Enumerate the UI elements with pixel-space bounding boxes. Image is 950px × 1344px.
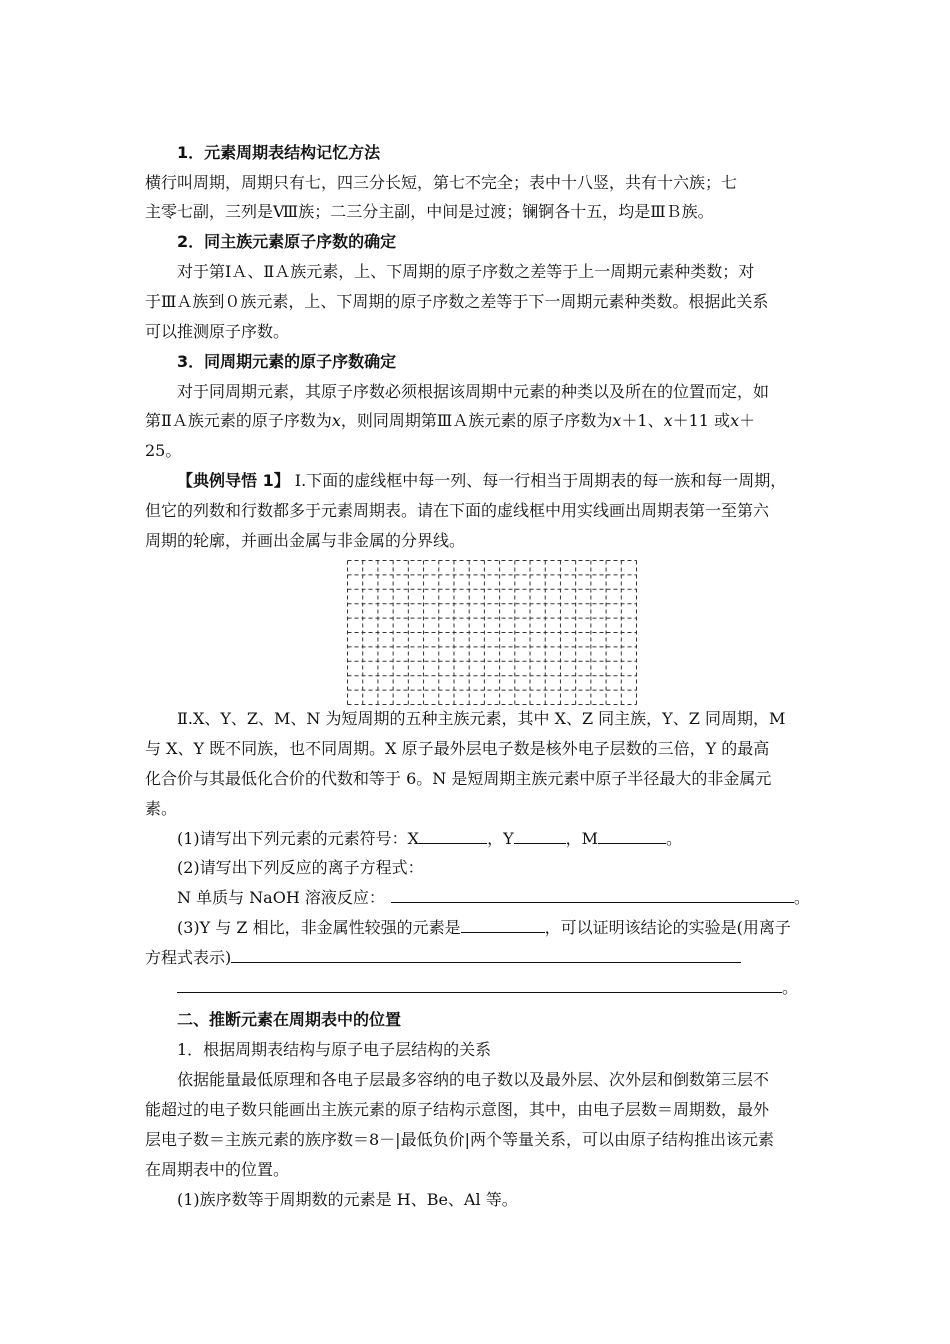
q1-text: ，Y (487, 829, 514, 848)
part2-line-1: Ⅱ.X、Y、Z、M、N 为短周期的五种主族元素，其中 X、Z 同主族，Y、Z 同周期，M (177, 709, 786, 728)
y-answer-blank[interactable] (514, 827, 566, 844)
example-tag: 【典例导悟 1】 (177, 471, 290, 490)
part2-line-2: 与 X、Y 既不同族，也不同周期。X 原子最外层电子数是核外电子层数的三倍，Y 的最高 (145, 739, 770, 758)
section-4-line-5: (1)族序数等于周期数的元素是 H、Be、Al 等。 (177, 1190, 518, 1209)
question-2: (2)请写出下列反应的离子方程式： (177, 858, 424, 877)
q2-end: 。 (793, 888, 810, 907)
var-x: x (612, 411, 622, 430)
q3-text: ，可以证明该结论的实验是(用离子 (544, 918, 791, 937)
q2-sub-text: N 单质与 NaOH 溶液反应： (177, 888, 385, 907)
q1-text: 。 (666, 829, 683, 848)
section-4-line-2: 能超过的电子数只能画出主族元素的原子结构示意图，其中，由电子层数＝周期数，最外 (145, 1100, 770, 1119)
section-1-heading: 1．元素周期表结构记忆方法 (177, 143, 381, 162)
example-line-3: 周期的轮廓，并画出金属与非金属的分界线。 (145, 531, 466, 550)
question-3-line-2 (145, 946, 741, 970)
section-2-heading: 2．同主族元素原子序数的确定 (177, 232, 397, 251)
q1-text: (1)请写出下列元素的元素符号：X (177, 829, 420, 848)
var-x: x (730, 411, 740, 430)
experiment-equation-blank-continued[interactable] (177, 976, 782, 993)
q3-text: 方程式表示) (145, 948, 232, 967)
expr-2: ＋11 或 (672, 411, 731, 430)
section-2-line-1: 对于第ⅠＡ、ⅡＡ族元素，上、下周期的原子序数之差等于上一周期元素种类数；对 (177, 262, 755, 281)
section-4-subheading: 1．根据周期表结构与原子电子层结构的关系 (177, 1040, 492, 1059)
example-line-2: 但它的列数和行数都多于元素周期表。请在下面的虚线框中用实线画出周期表第一至第六 (145, 501, 770, 520)
section-1-line-2: 主零七副，三列是Ⅷ族；二三分主副，中间是过渡；镧锕各十五，均是ⅢＢ族。 (145, 202, 714, 221)
expr-3: ＋ (739, 411, 756, 430)
m-answer-blank[interactable] (598, 827, 666, 844)
var-x: x (331, 411, 341, 430)
section-1-line-1: 横行叫周期，周期只有七，四三分长短，第七不完全；表中十八竖，共有十六族；七 (145, 173, 738, 192)
section-4-line-1: 依据能量最低原理和各电子层最多容纳的电子数以及最外层、次外层和倒数第三层不 (177, 1070, 770, 1089)
section-4-line-3: 层电子数＝主族元素的族序数＝8－|最低负价|两个等量关系，可以由原子结构推出该元素 (145, 1130, 774, 1149)
q1-text: ，M (565, 829, 599, 848)
section-2-line-2: 于ⅢＡ族到０族元素，上、下周期的原子序数之差等于下一周期元素种类数。根据此关系 (145, 292, 769, 311)
section-3-line-3: 25。 (145, 441, 182, 460)
question-3-line-3 (177, 976, 798, 1000)
experiment-equation-blank[interactable] (231, 946, 741, 963)
question-2-sub (177, 886, 810, 910)
q3-end: 。 (782, 978, 799, 997)
n-naoh-equation-blank[interactable] (391, 886, 794, 903)
section-3-heading: 3．同周期元素的原子序数确定 (177, 352, 397, 371)
line-text: 第ⅡＡ族元素的原子序数为 (145, 411, 332, 430)
question-1 (177, 827, 682, 851)
var-x: x (663, 411, 673, 430)
section-3-line-2 (145, 409, 755, 433)
expr-1: ＋1、 (621, 411, 664, 430)
section-3-line-1: 对于同周期元素，其原子序数必须根据该周期中元素的种类以及所在的位置而定，如 (177, 382, 770, 401)
section-2-line-3: 可以推测原子序数。 (145, 322, 290, 341)
q3-text: (3)Y 与 Z 相比，非金属性较强的元素是 (177, 918, 461, 937)
question-3 (177, 916, 791, 940)
part2-line-4: 素。 (145, 799, 178, 818)
section-4-line-4: 在周期表中的位置。 (145, 1160, 290, 1179)
stronger-element-blank[interactable] (461, 916, 545, 933)
section-4-heading: 二、推断元素在周期表中的位置 (177, 1010, 402, 1029)
example-line-1 (177, 469, 786, 493)
line-text: Ⅰ.下面的虚线框中每一列、每一行相当于周期表的每一族和每一周期， (289, 471, 787, 490)
x-answer-blank[interactable] (419, 827, 487, 844)
part2-line-3: 化合价与其最低化合价的代数和等于 6。N 是短周期主族元素中原子半径最大的非金属元 (145, 769, 772, 788)
dashed-grid[interactable] (347, 560, 637, 705)
line-text: ，则同周期第ⅢＡ族元素的原子序数为 (340, 411, 613, 430)
